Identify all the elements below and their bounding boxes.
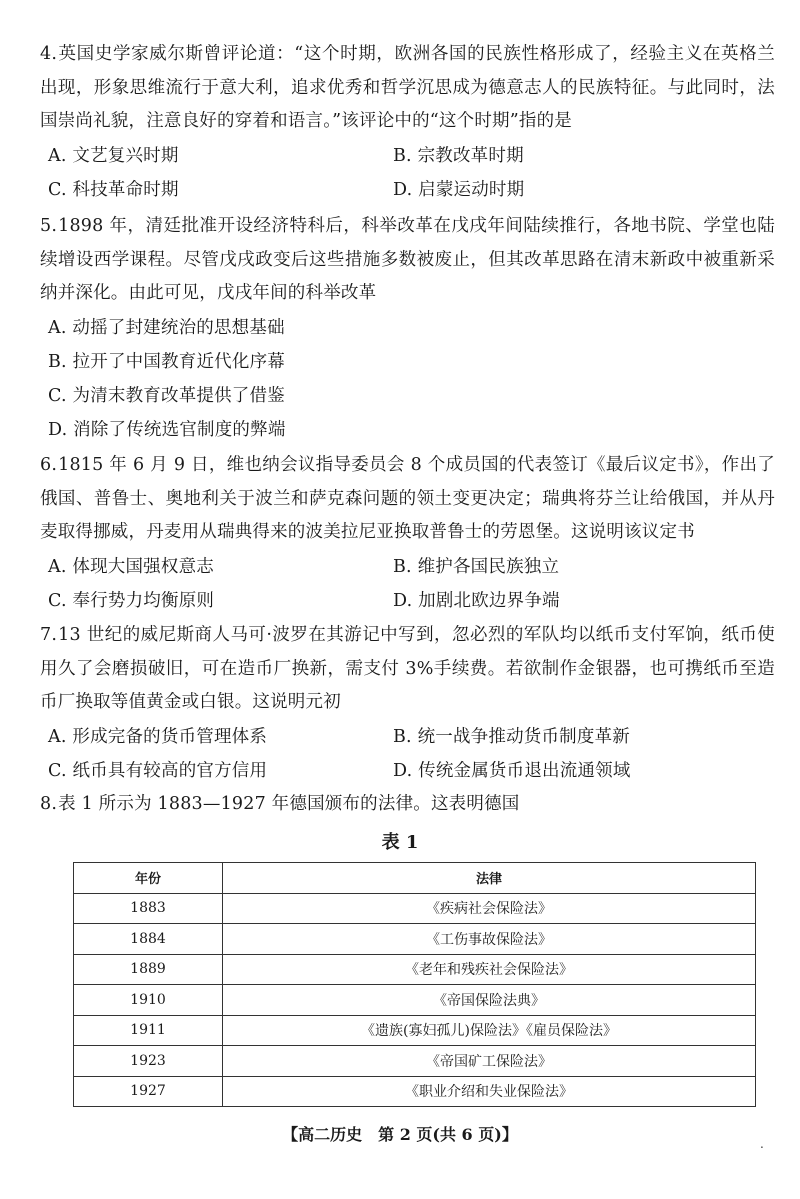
question-5-option-a: A. 动摇了封建统治的思想基础 (48, 317, 285, 338)
table-cell-year: 1883 (74, 893, 223, 924)
table-cell-law: 《帝国保险法典》 (223, 985, 756, 1016)
question-8 (40, 788, 775, 822)
question-7-option-d: D. 传统金属货币退出流通领域 (393, 760, 631, 781)
question-4-option-c: C. 科技革命时期 (48, 179, 179, 200)
question-6-option-d: D. 加剧北欧边界争端 (393, 590, 560, 611)
table-row (74, 954, 756, 985)
table-row (74, 1015, 756, 1046)
question-4 (40, 38, 775, 207)
table-cell-year: 1884 (74, 924, 223, 955)
table-header-row (74, 863, 756, 894)
table-row (74, 924, 756, 955)
question-7-number: 7. (40, 625, 58, 645)
page-footer: 【高二历史 第 2 页(共 6 页)】 (282, 1125, 518, 1144)
table-row (74, 1046, 756, 1077)
table-cell-law: 《工伤事故保险法》 (223, 924, 756, 955)
table-cell-year: 1923 (74, 1046, 223, 1077)
table-cell-law: 《疾病社会保险法》 (223, 893, 756, 924)
table-header-year: 年份 (74, 863, 223, 894)
question-5-option-d: D. 消除了传统选官制度的弊端 (48, 419, 286, 440)
question-7-options (40, 720, 775, 788)
corner-mark: . (760, 1137, 764, 1151)
table-cell-law: 《遗族(寡妇孤儿)保险法》《雇员保险法》 (223, 1015, 756, 1046)
table-row (74, 893, 756, 924)
question-5-stem (40, 210, 775, 311)
question-4-option-b: B. 宗教改革时期 (393, 145, 524, 166)
question-4-option-d: D. 启蒙运动时期 (393, 179, 525, 200)
table-row (74, 1076, 756, 1107)
question-5-options (40, 311, 775, 447)
law-table (73, 862, 756, 1107)
table-header-law: 法律 (223, 863, 756, 894)
table-caption: 表 1 (381, 832, 419, 853)
question-8-number: 8. (40, 794, 58, 814)
question-6-text: 1815 年 6 月 9 日，维也纳会议指导委员会 8 个成员国的代表签订《最后议定书》，作出了俄国、普鲁士、奥地利关于波兰和萨克森问题的领土变更决定；瑞典将芬兰让给俄国，并从丹麦取得挪威，丹麦用从瑞典得来的波美拉尼亚换取普鲁士的劳恩堡。这说明该议定书 (40, 455, 775, 542)
table-cell-year: 1927 (74, 1076, 223, 1107)
question-4-text: 英国史学家威尔斯曾评论道：“这个时期，欧洲各国的民族性格形成了，经验主义在英格兰出现，形象思维流行于意大利，追求优秀和哲学沉思成为德意志人的民族特征。与此同时，法国崇尚礼貌，注意良好的穿着和语言。”该评论中的“这个时期”指的是 (40, 44, 775, 131)
question-8-text: 表 1 所示为 1883—1927 年德国颁布的法律。这表明德国 (58, 794, 520, 814)
question-5 (40, 210, 775, 447)
question-7-stem (40, 619, 775, 720)
question-6-option-b: B. 维护各国民族独立 (393, 556, 560, 577)
question-4-number: 4. (40, 44, 58, 64)
question-4-options (40, 139, 775, 207)
question-6-options (40, 550, 775, 618)
table-cell-law: 《帝国矿工保险法》 (223, 1046, 756, 1077)
question-6-option-c: C. 奉行势力均衡原则 (48, 590, 215, 611)
question-5-option-b: B. 拉开了中国教育近代化序幕 (48, 351, 285, 372)
question-6 (40, 449, 775, 618)
question-4-stem (40, 38, 775, 139)
question-7-option-b: B. 统一战争推动货币制度革新 (393, 726, 630, 747)
question-5-text: 1898 年，清廷批准开设经济特科后，科举改革在戊戌年间陆续推行，各地书院、学堂也陆续增设西学课程。尽管戊戌政变后这些措施多数被废止，但其改革思路在清末新政中被重新采纳并深化。由此可见，戊戌年间的科举改革 (40, 216, 775, 303)
question-5-option-c: C. 为清末教育改革提供了借鉴 (48, 385, 285, 406)
question-5-number: 5. (40, 216, 58, 236)
question-7-text: 13 世纪的威尼斯商人马可·波罗在其游记中写到，忽必烈的军队均以纸币支付军饷，纸币使用久了会磨损破旧，可在造币厂换新，需支付 3%手续费。若欲制作金银器，也可携纸币至造币厂换取等值黄金或白银。这说明元初 (40, 625, 775, 712)
table-cell-law: 《老年和残疾社会保险法》 (223, 954, 756, 985)
table-cell-year: 1910 (74, 985, 223, 1016)
question-8-stem (40, 788, 775, 822)
question-4-option-a: A. 文艺复兴时期 (48, 145, 179, 166)
question-6-stem (40, 449, 775, 550)
table-cell-year: 1889 (74, 954, 223, 985)
question-6-number: 6. (40, 455, 58, 475)
table-row (74, 985, 756, 1016)
table-cell-year: 1911 (74, 1015, 223, 1046)
question-7 (40, 619, 775, 788)
question-6-option-a: A. 体现大国强权意志 (48, 556, 214, 577)
table-cell-law: 《职业介绍和失业保险法》 (223, 1076, 756, 1107)
question-7-option-a: A. 形成完备的货币管理体系 (48, 726, 268, 747)
question-7-option-c: C. 纸币具有较高的官方信用 (48, 760, 268, 781)
